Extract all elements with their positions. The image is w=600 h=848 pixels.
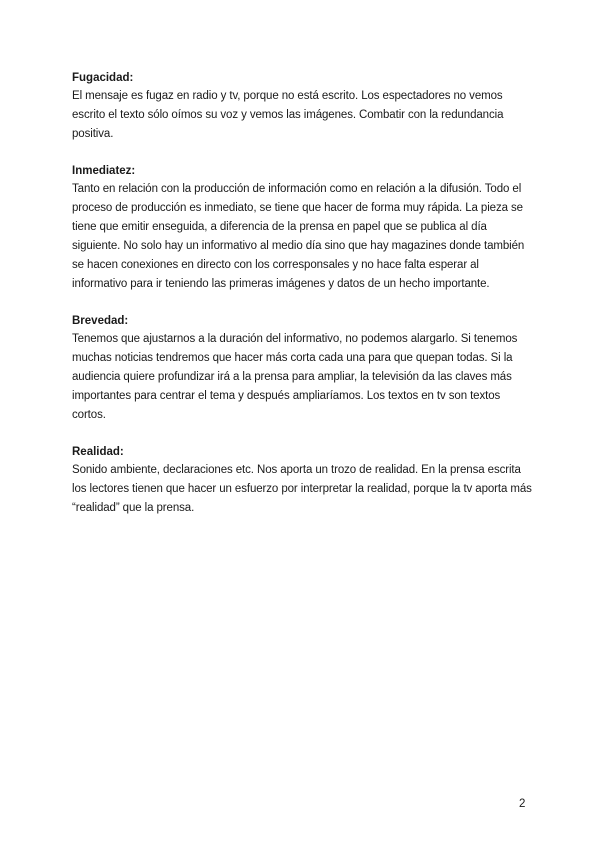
section-body: Tanto en relación con la producción de información como en relación a la difusión. Todo el proceso de producción es inmediato, se tiene que hacer de forma muy rápida. La pieza se tiene que emitir enseguida, a diferencia de la prensa en papel que se publica al día siguiente. No solo hay un informativo al medio día sino que hay magazines donde también se hacen conexiones en directo con los corresponsales y no hace falta esperar al informativo para ir teniendo las primeras imágenes y datos de un hecho importante.: [72, 183, 525, 290]
section-realidad: [72, 443, 532, 518]
section-inmediatez: [72, 162, 532, 294]
section-title: Inmediatez:: [72, 165, 136, 177]
section-body: Tenemos que ajustarnos a la duración del informativo, no podemos alargarlo. Si tenemos muchas noticias tendremos que hacer más corta cada una para que quepan todas. Si la audiencia quiere profundizar irá a la prensa para ampliar, la televisión da las claves más importantes para centrar el tema y después ampliaríamos. Los textos en tv son textos cortos.: [72, 333, 518, 421]
section-body: El mensaje es fugaz en radio y tv, porque no está escrito. Los espectadores no vemos escrito el texto sólo oímos su voz y vemos las imágenes. Combatir con la redundancia positiva.: [72, 90, 504, 140]
section-brevedad: [72, 312, 532, 425]
section-fugacidad: [72, 69, 532, 144]
section-title: Brevedad:: [72, 315, 129, 327]
section-title: Realidad:: [72, 446, 124, 458]
page-number: 2: [519, 798, 526, 810]
section-title: Fugacidad:: [72, 72, 134, 84]
section-body: Sonido ambiente, declaraciones etc. Nos aporta un trozo de realidad. En la prensa escrita los lectores tienen que hacer un esfuerzo por interpretar la realidad, porque la tv aporta más “realidad” que la prensa.: [72, 464, 532, 514]
page-content: [72, 69, 532, 536]
